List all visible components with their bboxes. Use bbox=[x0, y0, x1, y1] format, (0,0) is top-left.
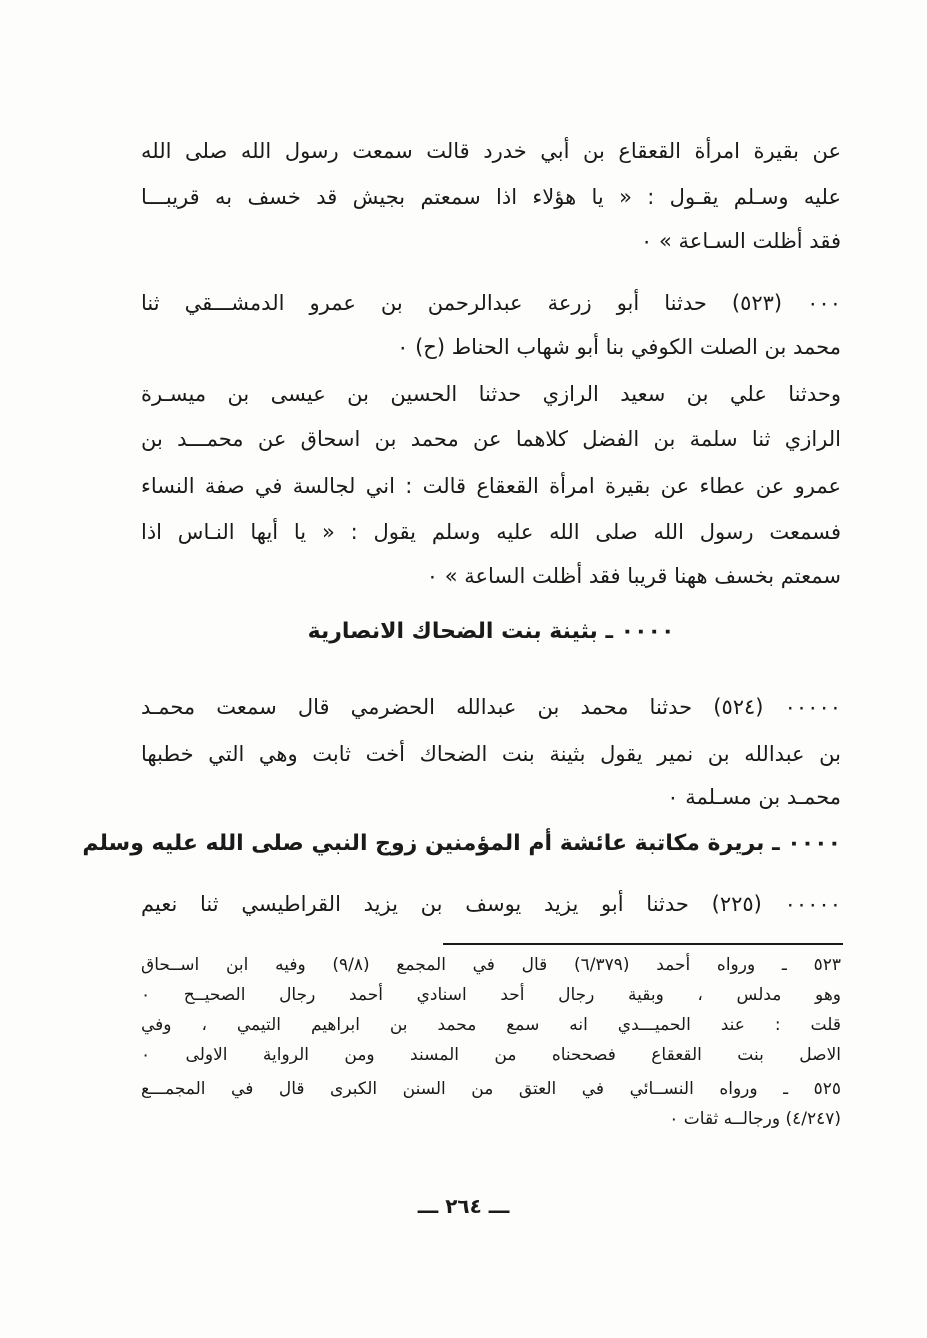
text-line: ٠٠٠٠٠ (٥٢٤) حدثنا محمد بن عبدالله الحضرمي قال سمعت محمـد bbox=[141, 695, 841, 719]
text-line: فسمعت رسول الله صلى الله عليه وسلم يقول : « يا أيها النـاس اذا bbox=[141, 520, 841, 544]
page-number: ـــ ٢٦٤ ـــ bbox=[417, 1194, 510, 1218]
text-line: وحدثنا علي بن سعيد الرازي حدثنا الحسين بن عيسى بن ميسـرة bbox=[141, 382, 841, 406]
text-line: عليه وسـلم يقـول : « يا هؤلاء اذا سمعتم بجيش قد خسف به قريبـــا bbox=[141, 185, 841, 209]
section-heading: ٠٠٠٠ ـ بثينة بنت الضحاك الانصارية bbox=[307, 619, 675, 644]
text-line: عن بقيرة امرأة القعقاع بن أبي خدرد قالت سمعت رسول الله صلى الله bbox=[141, 139, 841, 163]
footnote-line: ٥٢٣ ـ ورواه أحمد (٦/٣٧٩) قال في المجمع (٩/٨) وفيه ابن اســحاق bbox=[141, 955, 841, 975]
text-line: محمـد بن مسـلمة ٠ bbox=[667, 785, 841, 809]
footnote-separator bbox=[443, 943, 843, 945]
text-line: بن عبدالله بن نمير يقول بثينة بنت الضحاك أخت ثابت وهي التي خطبها bbox=[141, 742, 841, 766]
text-line: ٠٠٠ (٥٢٣) حدثنا أبو زرعة عبدالرحمن بن عمرو الدمشـــقي ثنا bbox=[141, 291, 841, 315]
footnote-line: الاصل بنت القعقاع فصححناه من المسند ومن الرواية الاولى ٠ bbox=[141, 1045, 841, 1065]
footnote-line: وهو مدلس ، وبقية رجال أحد اسنادي أحمد رجال الصحيــح ٠ bbox=[141, 985, 841, 1005]
text-line: محمد بن الصلت الكوفي بنا أبو شهاب الحناط (ح) ٠ bbox=[397, 335, 841, 359]
text-line: سمعتم بخسف ههنا قريبا فقد أظلت الساعة » ٠ bbox=[426, 564, 841, 588]
text-line: الرازي ثنا سلمة بن الفضل كلاهما عن محمد بن اسحاق عن محمـــد بن bbox=[141, 427, 841, 451]
footnote-line: (٤/٢٤٧) ورجالــه ثقات ٠ bbox=[669, 1109, 841, 1129]
text-line: عمرو عن عطاء عن بقيرة امرأة القعقاع قالت : اني لجالسة في صفة النساء bbox=[141, 474, 841, 498]
footnote-line: ٥٢٥ ـ ورواه النســائي في العتق من السنن الكبرى قال في المجمـــع bbox=[141, 1079, 841, 1099]
section-heading: ٠٠٠٠ ـ بريرة مكاتبة عائشة أم المؤمنين زوج النبي صلى الله عليه وسلم bbox=[82, 831, 841, 856]
text-line: ٠٠٠٠٠ (٢٢٥) حدثنا أبو يزيد يوسف بن يزيد القراطيسي ثنا نعيم bbox=[141, 892, 841, 916]
footnote-line: قلت : عند الحميـــدي انه سمع محمد بن ابراهيم التيمي ، وفي bbox=[141, 1015, 841, 1035]
text-line: فقد أظلت السـاعة » ٠ bbox=[641, 229, 841, 253]
